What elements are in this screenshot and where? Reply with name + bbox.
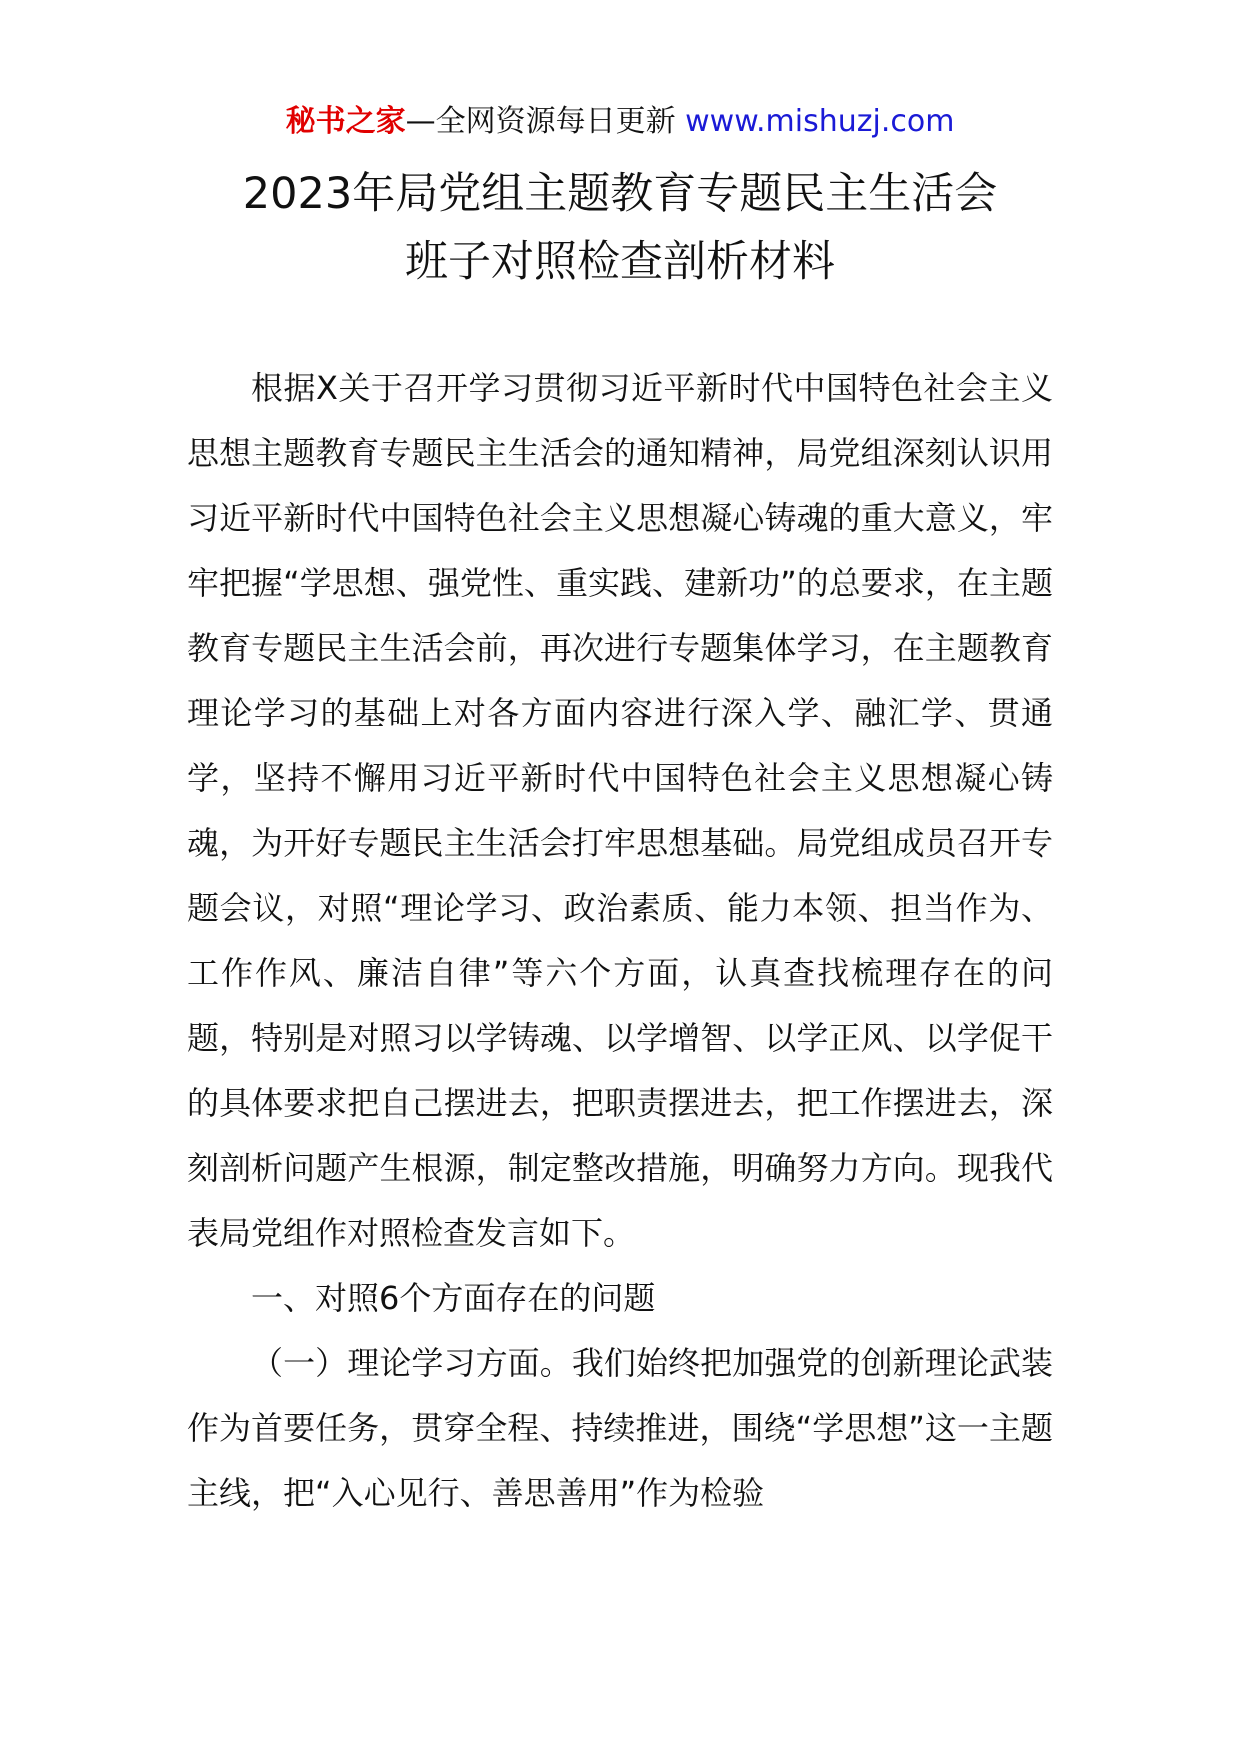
document-title-line-2: 班子对照检查剖析材料 [405, 237, 835, 287]
document-title-line-1: 2023年局党组主题教育专题民主生活会 [242, 169, 998, 219]
section-heading: 一、对照6个方面存在的问题 [251, 1279, 656, 1317]
site-brand: 秘书之家 [285, 104, 406, 139]
intro-paragraph: 根据X关于召开学习贯彻习近平新时代中国特色社会主义思想主题教育专题民主生活会的通知精神，局党组深刻认识用习近平新时代中国特色社会主义思想凝心铸魂的重大意义，牢牢把握“学思想、强党性、重实践、建新功”的总要求，在主题教育专题民主生活会前，再次进行专题集体学习，在主题教育理论学习的基础上对各方面内容进行深入学、融汇学、贯通学，坚持不懈用习近平新时代中国特色社会主义思想凝心铸魂，为开好专题民主生活会打牢思想基础。局党组成员召开专题会议，对照“理论学习、政治素质、能力本领、担当作为、工作作风、廉洁自律”等六个方面，认真查找梳理存在的问题，特别是对照习以学铸魂、以学增智、以学正风、以学促干的具体要求把自己摆进去，把职责摆进去，把工作摆进去，深刻剖析问题产生根源，制定整改措施，明确努力方向。现我代表局党组作对照检查发言如下。 [187, 369, 1053, 1252]
site-tagline: —全网资源每日更新 [405, 104, 676, 139]
site-url-link[interactable]: www.mishuzj.com [685, 104, 955, 139]
document-body [187, 356, 1053, 1526]
site-header [0, 100, 1240, 144]
section1-paragraph: （一）理论学习方面。我们始终把加强党的创新理论武装作为首要任务，贯穿全程、持续推进，围绕“学思想”这一主题主线，把“入心见行、善思善用”作为检验 [187, 1344, 1053, 1512]
